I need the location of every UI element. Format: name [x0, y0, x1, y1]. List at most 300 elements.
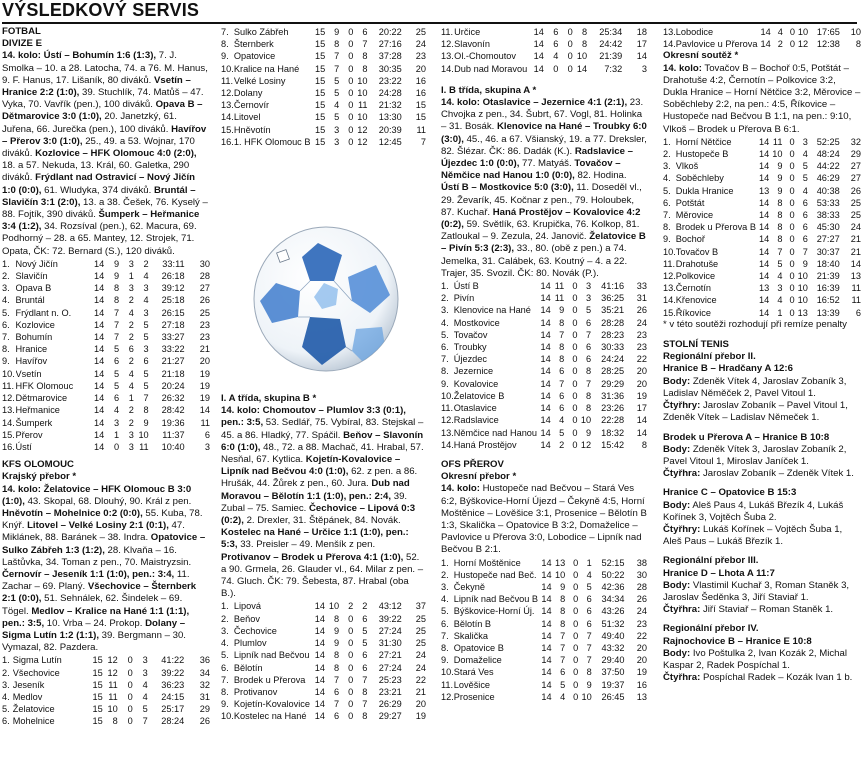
losses-cell: 5	[143, 380, 149, 391]
draws-cell: 0	[573, 655, 579, 666]
points-cell: 14	[850, 258, 861, 269]
wins-cell: 7	[559, 329, 565, 340]
match-detail: 52. a 90. Grmela, 26. Glauder vl., 64. Milar z pen. – 74. Gluch. ČK: 79. Šebesta, 87. Hrabal (oba B.).	[221, 551, 424, 600]
wins-cell: 11	[772, 136, 783, 147]
losses-cell: 3	[586, 281, 592, 292]
wins-cell: 5	[113, 344, 120, 355]
section-heading: Brodek u Přerova A – Hranice B 10:8	[663, 431, 830, 443]
team-name-cell: Klenovice na Hané	[453, 305, 531, 316]
table-row	[2, 294, 210, 306]
score-cell: 21:39	[599, 51, 623, 62]
wins-cell: 9	[777, 161, 783, 172]
team-name-cell: Říkovice	[675, 307, 712, 318]
played-cell: 14	[94, 441, 105, 452]
rank-cell: 4.	[221, 638, 229, 649]
rank-cell: 14.	[663, 295, 676, 306]
table-row	[441, 439, 647, 451]
losses-cell: 6	[362, 613, 368, 624]
draws-cell: 3	[128, 441, 134, 452]
match-result: Opava B – Dětmarovice 3:0 (1:0),	[2, 99, 203, 123]
played-cell: 14	[540, 390, 551, 401]
score-cell: 15:42	[601, 439, 625, 450]
draws-cell: 0	[789, 295, 795, 306]
wins-cell: 8	[333, 650, 340, 661]
score-cell: 16:39	[816, 283, 840, 294]
played-cell: 14	[540, 305, 551, 316]
team-name-cell: Kostelec na Hané	[233, 711, 307, 722]
points-cell: 37	[415, 601, 426, 612]
score-cell: 49:40	[601, 630, 625, 641]
points-cell: 26	[636, 594, 647, 605]
table-row	[441, 378, 647, 390]
points-cell: 25	[850, 197, 861, 208]
spacer	[663, 480, 861, 487]
draws-cell: 0	[127, 667, 133, 678]
draws-cell: 0	[348, 88, 354, 99]
team-name-cell: Hranice	[15, 344, 48, 355]
table-row	[2, 368, 210, 380]
score-cell: 48:24	[816, 149, 840, 160]
table-row	[441, 414, 647, 426]
rank-cell: 7.	[441, 354, 449, 365]
table-row	[221, 111, 426, 123]
report-paragraph	[663, 63, 861, 136]
wins-cell: 5	[334, 112, 340, 123]
match-detail: 39. Zubal – 75. Samiec.	[221, 490, 408, 514]
points-cell: 22	[415, 674, 426, 685]
points-cell: 20	[199, 356, 210, 367]
score-cell: 12:45	[378, 136, 402, 147]
team-name-cell: Pivín	[453, 293, 475, 304]
column-4	[663, 26, 861, 684]
played-cell: 14	[541, 606, 552, 617]
wins-cell: 5	[113, 380, 120, 391]
played-cell: 14	[94, 295, 105, 306]
played-cell: 15	[314, 100, 326, 111]
section-heading: Regionální přebor II.	[663, 351, 756, 363]
losses-cell: 12	[357, 124, 368, 135]
rank-cell: 4.	[441, 317, 449, 328]
rank-cell: 14.	[2, 417, 15, 428]
team-name-cell: Otaslavice	[453, 403, 497, 414]
played-cell: 15	[314, 88, 326, 99]
krajsky-prebor-table-top	[2, 654, 210, 727]
score-cell: 28:24	[161, 716, 185, 727]
rank-cell: 8.	[441, 366, 449, 377]
score-cell: 37:28	[378, 51, 402, 62]
points-cell: 24	[415, 39, 426, 50]
table-row	[2, 270, 210, 282]
played-cell: 14	[540, 281, 551, 292]
losses-cell: 7	[142, 716, 148, 727]
points-cell: 31	[199, 691, 210, 702]
draws-cell: 0	[573, 642, 579, 653]
table-row	[441, 353, 647, 365]
losses-cell: 6	[362, 650, 368, 661]
played-cell: 14	[541, 642, 552, 653]
losses-cell: 6	[143, 356, 149, 367]
score-cell: 52:15	[601, 557, 625, 568]
team-name-cell: Prosenice	[453, 691, 495, 702]
team-name-cell: Lipník nad Bečvou	[233, 650, 310, 661]
section-heading: Okresní přebor *	[441, 471, 517, 483]
points-cell: 15	[415, 100, 426, 111]
draws-cell: 0	[572, 354, 578, 365]
losses-cell: 8	[582, 39, 588, 50]
team-name-cell: Nový Jičín	[15, 258, 58, 269]
wins-cell: 8	[333, 662, 340, 673]
column-2	[221, 26, 426, 723]
score-cell: 28:25	[601, 366, 625, 377]
match-detail: 53. Sedlář, 75. Vybíral, 83. Stejskal – 45. a 86. Hladký, 77. Spáčil.	[221, 417, 424, 441]
draws-cell: 0	[573, 581, 579, 592]
losses-cell: 2	[143, 258, 149, 269]
played-cell: 14	[758, 210, 770, 221]
team-name-cell: Sulko Zábřeh	[233, 27, 289, 37]
rank-cell: 6.	[221, 662, 229, 673]
team-name-cell: Horní Nětčice	[675, 136, 732, 147]
rank-cell: 14.	[663, 39, 676, 50]
rank-cell: 11.	[441, 403, 454, 414]
points-cell: 3	[204, 441, 210, 452]
rank-cell: 7.	[221, 674, 229, 685]
losses-cell: 4	[143, 295, 149, 306]
draws-cell: 0	[789, 210, 795, 221]
table-row	[441, 365, 647, 377]
draws-cell: 0	[567, 27, 573, 37]
draws-cell: 2	[128, 295, 134, 306]
points-cell: 14	[636, 415, 647, 426]
wins-cell: 3	[777, 283, 783, 294]
losses-cell: 10	[357, 88, 368, 99]
losses-cell: 7	[143, 393, 149, 404]
match-result: 14. kolo: Ústí – Bohumín 1:6 (1:3),	[2, 50, 157, 62]
played-cell: 14	[758, 136, 770, 147]
losses-cell: 6	[586, 606, 592, 617]
losses-cell: 5	[362, 638, 368, 649]
wins-cell: 4	[334, 100, 340, 111]
score-cell: 51:32	[601, 618, 625, 629]
losses-cell: 12	[580, 439, 592, 450]
rank-cell: 4.	[2, 691, 10, 702]
report-paragraph	[663, 604, 861, 616]
spacer	[663, 616, 861, 623]
played-cell: 14	[758, 197, 770, 208]
points-cell: 11	[851, 295, 861, 306]
team-name-cell: Vsetín	[15, 368, 42, 379]
losses-cell: 3	[142, 667, 148, 678]
rank-cell: 10.	[441, 667, 454, 678]
team-name-cell: Jeseník	[12, 679, 45, 690]
table-row	[441, 402, 647, 414]
rank-cell: 15.	[663, 307, 676, 318]
team-name-cell: Lobodice	[675, 27, 714, 37]
team-name-cell: Potštát	[675, 197, 705, 208]
played-cell: 14	[758, 149, 770, 160]
score-cell: 23:22	[378, 75, 402, 86]
points-cell: 28	[199, 271, 210, 282]
score-cell: 29:27	[378, 711, 402, 722]
score-cell: 16:52	[816, 295, 840, 306]
losses-cell: 8	[362, 63, 368, 74]
played-cell: 14	[541, 691, 552, 702]
draws-cell: 0	[572, 366, 578, 377]
page-header	[0, 0, 865, 24]
played-cell: 14	[533, 27, 544, 37]
team-name-cell: Šternberk	[233, 39, 274, 50]
score-cell: 30:37	[816, 246, 840, 257]
match-result: Čtyřhra:	[663, 672, 701, 684]
played-cell: 15	[314, 112, 326, 123]
points-cell: 16	[636, 679, 647, 690]
okresni-soutez-table	[663, 136, 861, 319]
points-cell: 20	[636, 378, 647, 389]
match-result: Čtyřhry:	[663, 523, 701, 535]
ib-trida-report	[441, 85, 647, 280]
wins-cell: 3	[113, 417, 120, 428]
draws-cell: 0	[789, 173, 795, 184]
table-row	[221, 136, 426, 148]
played-cell: 14	[541, 618, 552, 629]
team-name-cell: Mostkovice	[453, 317, 500, 328]
draws-cell: 2	[128, 356, 134, 367]
played-cell: 14	[541, 557, 552, 568]
table-row	[663, 221, 861, 233]
draws-cell: 0	[573, 569, 579, 580]
draws-cell: 0	[572, 390, 578, 401]
rank-cell: 4.	[663, 173, 671, 184]
stolni-tenis-report	[663, 339, 861, 684]
points-cell: 17	[636, 39, 647, 50]
match-detail: 51. Sehnálek, 62. Šindelek – 69. Tögel.	[2, 593, 183, 617]
draws-cell: 3	[128, 258, 134, 269]
rank-cell: 14.	[221, 112, 234, 123]
losses-cell: 6	[802, 234, 808, 245]
wins-cell: 12	[107, 655, 118, 666]
played-cell: 15	[314, 124, 326, 135]
losses-cell: 3	[143, 283, 149, 294]
played-cell: 14	[541, 569, 552, 580]
table-row	[221, 38, 426, 50]
losses-cell: 3	[802, 136, 808, 147]
losses-cell: 5	[143, 368, 149, 379]
table-row	[441, 605, 647, 617]
draws-cell: 0	[348, 662, 354, 673]
match-result: Radslavice – Újezdec 1:0 (0:0),	[441, 145, 633, 170]
losses-cell: 8	[586, 390, 592, 401]
losses-cell: 4	[586, 569, 592, 580]
wins-cell: 5	[560, 679, 566, 690]
played-cell: 14	[758, 258, 770, 269]
score-cell: 42:36	[601, 581, 625, 592]
wins-cell: 7	[333, 699, 340, 710]
table-row	[663, 136, 861, 148]
wins-cell: 7	[334, 63, 340, 74]
table-row	[2, 441, 210, 453]
score-cell: 41:16	[601, 281, 625, 292]
score-cell: 11:37	[162, 429, 185, 440]
team-name-cell: Dolany	[233, 88, 263, 99]
points-cell: 17	[636, 403, 647, 414]
score-cell: 13:30	[378, 112, 402, 123]
team-name-cell: Velké Losiny	[233, 75, 286, 86]
wins-cell: 8	[777, 222, 783, 233]
match-detail: 45., 46. a 67. Všianský, 19. a 77. Dreksler, 82. Šlézar. ČK: 86. Dadák (K.).	[441, 133, 647, 157]
played-cell: 14	[314, 662, 325, 673]
match-detail: 10. Vrba – 24. Prokop.	[44, 617, 146, 629]
team-name-cell: Radslavice	[453, 415, 499, 426]
match-detail: 59. Světlík, 63. Krupička, 76. Kolkop, 81. Zatloukal – 9. Zezula, 24. Janovič.	[441, 219, 640, 243]
losses-cell: 10	[797, 271, 808, 282]
wins-cell: 6	[553, 27, 559, 37]
draws-cell: 0	[789, 246, 795, 257]
match-result: Body:	[663, 647, 691, 659]
wins-cell: 3	[334, 124, 340, 135]
rank-cell: 8.	[221, 686, 229, 697]
match-result: Body:	[663, 375, 691, 387]
score-cell: 20:39	[378, 124, 402, 135]
losses-cell: 2	[362, 601, 368, 612]
wins-cell: 0	[113, 441, 120, 452]
report-paragraph	[663, 400, 861, 424]
losses-cell: 5	[143, 332, 149, 343]
rank-cell: 3.	[441, 581, 449, 592]
match-result: Body:	[663, 579, 691, 591]
rank-cell: 2.	[663, 149, 671, 160]
table-row	[221, 600, 426, 612]
played-cell: 14	[94, 429, 105, 440]
points-cell: 23	[636, 342, 647, 353]
team-name-cell: Brodek u Přerova	[233, 674, 306, 685]
score-cell: 7:32	[604, 63, 623, 74]
match-detail: Lukáš Kořínek – Vojtěch Šuba 1, Aleš Paus – Lukáš Březík 1.	[663, 523, 843, 548]
section-heading: Rajnochovice B – Hranice E 10:8	[663, 635, 812, 647]
wins-cell: 8	[113, 283, 120, 294]
team-name-cell: Medlov	[12, 691, 43, 702]
played-cell: 15	[92, 691, 103, 702]
rank-cell: 2.	[221, 613, 229, 624]
played-cell: 14	[540, 415, 551, 426]
points-cell: 23	[636, 618, 647, 629]
team-name-cell: Kozlovice	[15, 319, 55, 330]
team-name-cell: Určice	[454, 27, 481, 37]
match-result: Kostelec na Hané – Určice 1:1 (1:0), pen.: 5:3,	[221, 527, 409, 551]
report-paragraph	[441, 483, 647, 556]
soccer-ball-image	[252, 225, 400, 373]
match-detail: 33., 80. (obě z pen.) a 74. Jemelka, 31. Calábek, 63. Koutný – 4. a 22. Trajer, 35. Svozil. ČK: 80. Novák (P.).	[441, 243, 628, 279]
section-heading: FOTBAL	[2, 26, 41, 37]
table-row	[441, 557, 647, 569]
score-cell: 13:39	[816, 307, 840, 318]
rank-cell: 9.	[2, 356, 10, 367]
draws-cell: 0	[127, 691, 133, 702]
wins-cell: 4	[777, 271, 783, 282]
table-row	[441, 292, 647, 304]
points-cell: 19	[636, 667, 647, 678]
draws-cell: 0	[789, 234, 795, 245]
losses-cell: 3	[143, 307, 149, 318]
match-result: Dub nad Moravou – Bělotín 1:1 (1:0), pen.: 2:4,	[221, 478, 410, 502]
table-row	[663, 148, 861, 160]
spacer	[663, 425, 861, 432]
match-result: Beňov – Slavonín 6:0 (1:0),	[221, 429, 424, 453]
rank-cell: 11.	[2, 380, 15, 391]
played-cell: 14	[540, 427, 551, 438]
section-heading: Regionální přebor IV.	[663, 623, 759, 635]
team-name-cell: Opava B	[15, 283, 52, 294]
team-name-cell: Hustopeče nad Beč.	[453, 569, 537, 580]
wins-cell: 6	[333, 686, 340, 697]
played-cell: 14	[94, 258, 105, 269]
table-row	[663, 270, 861, 282]
points-cell: 24	[415, 650, 426, 661]
wins-cell: 2	[559, 439, 565, 450]
points-cell: 6	[204, 429, 210, 440]
match-result: Hněvotín – Mohelnice 0:2 (0:0),	[2, 507, 143, 519]
match-detail: Jaroslav Zobaník – Pavel Vitoul 1, Zdeněk Vítek – Ladislav Němeček 1.	[663, 400, 848, 424]
wins-cell: 8	[777, 234, 783, 245]
rank-cell: 1.	[441, 557, 449, 568]
wins-cell: 8	[560, 606, 566, 617]
report-paragraph	[663, 648, 861, 672]
score-cell: 24:42	[599, 39, 623, 50]
losses-cell: 10	[797, 295, 808, 306]
draws-cell: 0	[789, 222, 795, 233]
losses-cell: 8	[362, 711, 368, 722]
played-cell: 14	[541, 667, 552, 678]
table-row	[441, 691, 647, 703]
score-cell: 21:18	[161, 368, 185, 379]
table-row	[2, 282, 210, 294]
match-detail: Zdeněk Vítek 4, Jaroslav Zobaník 3, Ladislav Něměček 2, Pavel Vitoul 1.	[663, 375, 847, 399]
wins-cell: 8	[559, 317, 565, 328]
match-detail: Tovačov B – Bochoř 0:5, Potštát – Drahotuše 4:2, Černotín – Polkovice 3:2, Dukla Hranice – Horní Nětčice 3:2, Měrovice – Soběchleby 2:2, na pen.: 4:5, Říkovice – Hustopeče nad Bečvou B 1:1, na pen.: 9:10, Vlkoš – Brodek u Přerova B 6:1.	[663, 62, 861, 135]
table-row	[441, 642, 647, 654]
table-row	[2, 319, 210, 331]
rank-cell: 5.	[221, 650, 229, 661]
rank-cell: 12.	[441, 691, 454, 702]
team-name-cell: Troubky	[453, 342, 487, 353]
wins-cell: 6	[559, 366, 565, 377]
points-cell: 34	[199, 667, 210, 678]
wins-cell: 4	[553, 51, 559, 62]
rank-cell: 1.	[221, 601, 229, 612]
rank-cell: 15.	[2, 429, 15, 440]
rank-cell: 9.	[441, 655, 449, 666]
points-cell: 10	[850, 27, 861, 37]
points-cell: 23	[636, 329, 647, 340]
match-detail: 61. Wludyka, 374 diváků.	[41, 184, 154, 196]
wins-cell: 3	[334, 136, 340, 147]
score-cell: 22:28	[601, 415, 625, 426]
losses-cell: 5	[802, 173, 808, 184]
table-row	[221, 99, 426, 111]
rank-cell: 10.	[2, 368, 15, 379]
points-cell: 6	[855, 307, 861, 318]
team-name-cell: Havířov	[15, 356, 48, 367]
points-cell: 21	[199, 344, 210, 355]
losses-cell: 5	[586, 581, 592, 592]
report-paragraph	[663, 376, 861, 400]
points-cell: 16	[415, 75, 426, 86]
draws-cell: 0	[789, 39, 795, 50]
score-cell: 21:27	[161, 356, 185, 367]
played-cell: 14	[540, 439, 551, 450]
krajsky-prebor-table-rest	[221, 26, 426, 148]
match-detail: 23. Chvojka z pen., 34. Šubrt, 67. Vogl, 81. Holinka – 31. Bosák.	[441, 97, 644, 133]
report-paragraph	[441, 97, 647, 280]
played-cell: 13	[758, 185, 770, 196]
